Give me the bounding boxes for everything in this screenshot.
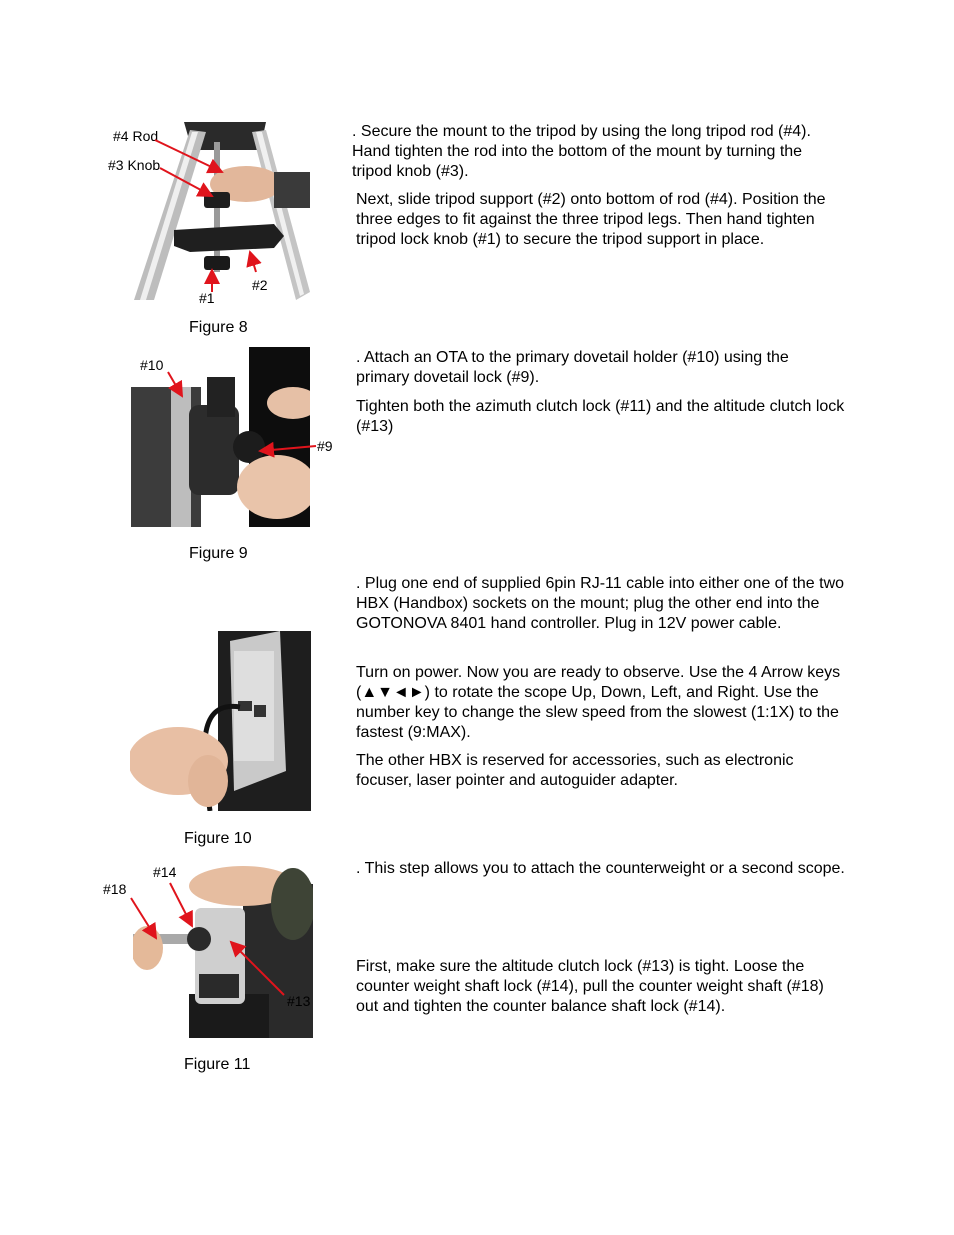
- figure-11-photo: [133, 864, 313, 1038]
- step-1-paragraph-1: . Secure the mount to the tripod by using the long tripod rod (#4). Hand tighten the rod into the bottom of the mount by turning the tripod knob (#3).: [352, 123, 811, 180]
- figure-9-caption: Figure 9: [189, 545, 248, 562]
- step-2-paragraph-2: Tighten both the azimuth clutch lock (#11) and the altitude clutch lock (#13): [356, 398, 845, 435]
- figure-10-photo: [130, 631, 311, 811]
- step-1-paragraph-2: Next, slide tripod support (#2) onto bottom of rod (#4). Position the three edges to fit against the three tripod legs. Then hand tighten tripod lock knob (#1) to secure the tripod support in place.: [356, 191, 826, 248]
- label-9: #9: [317, 438, 333, 454]
- step-3-paragraph-2: Turn on power. Now you are ready to observe. Use the 4 Arrow keys (▲▼◄►) to rotate the scope Up, Down, Left, and Right. Use the number key to change the slew speed from the slowest (1:1X) to the fastest (9:MAX).: [356, 664, 841, 741]
- figure-9-photo: [131, 347, 310, 527]
- label-10: #10: [140, 357, 164, 373]
- step-3-paragraph-1: . Plug one end of supplied 6pin RJ-11 cable into either one of the two HBX (Handbox) sockets on the mount; plug the other end into the GOTONOVA 8401 hand controller. Plug in 12V power cable.: [356, 575, 845, 632]
- step-2-paragraph-1: . Attach an OTA to the primary dovetail holder (#10) using the primary dovetail lock (#9).: [356, 349, 789, 386]
- figure-8-photo: [134, 122, 310, 300]
- figure-8-caption: Figure 8: [189, 319, 248, 336]
- figure-11-caption: Figure 11: [184, 1056, 251, 1073]
- label-14: #14: [153, 864, 177, 880]
- label-3-knob: #3 Knob: [108, 157, 161, 173]
- label-1: #1: [199, 290, 215, 306]
- label-18: #18: [103, 881, 127, 897]
- label-4-rod: #4 Rod: [113, 128, 159, 144]
- label-13: #13: [287, 993, 311, 1009]
- step-4-paragraph-1: . This step allows you to attach the counterweight or a second scope.: [356, 860, 845, 877]
- figure-10-caption: Figure 10: [184, 830, 252, 847]
- step-4-paragraph-2: First, make sure the altitude clutch lock (#13) is tight. Loose the counter weight shaft lock (#14), pull the counter weight shaft (#18) out and tighten the counter balance shaft lock (#14).: [356, 958, 824, 1015]
- label-2: #2: [252, 277, 268, 293]
- step-3-paragraph-3: The other HBX is reserved for accessories, such as electronic focuser, laser pointer and autoguider adapter.: [356, 752, 794, 789]
